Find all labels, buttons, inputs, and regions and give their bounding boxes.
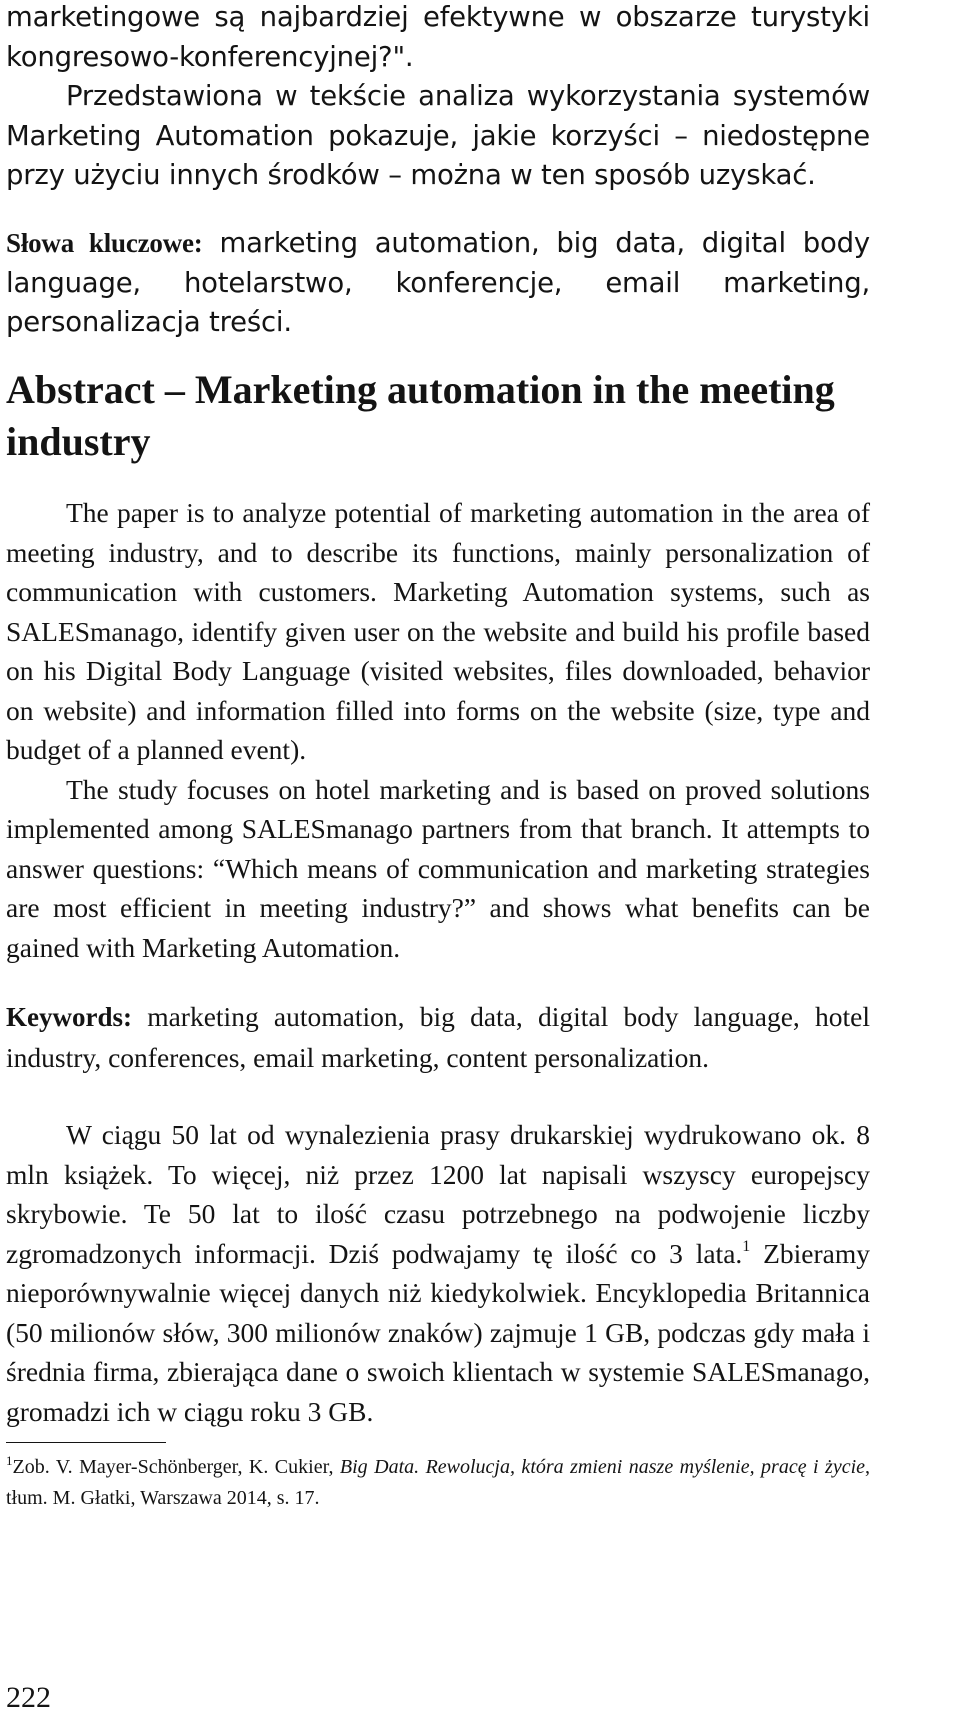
footnote-authors: Zob. V. Mayer-Schönberger, K. Cukier, [12, 1456, 334, 1478]
footnote-rest: , tłum. M. Głatki, Warszawa 2014, s. 17. [6, 1456, 871, 1509]
keywords-en-text: marketing automation, big data, digital body language, hotel industry, conferences, email marketing, content personalization. [6, 1001, 870, 1073]
footnote-book-title: Big Data. Rewolucja, która zmieni nasze myślenie, pracę i życie [339, 1456, 866, 1478]
intro-paragraph-2: Przedstawiona w tekście analiza wykorzystania systemów Marketing Automation pokazuje, jakie korzyści – niedostępne przy użyciu innych środków – można w ten sposób uzyskać. [6, 80, 870, 191]
keywords-pl [6, 224, 870, 343]
body-text-part-1: W ciągu 50 lat od wynalezienia prasy drukarskiej wydrukowano ok. 8 mln książek. To więcej, niż przez 1200 lat napisali wszyscy europejscy skrybowie. Te 50 lat to ilość czasu potrzebnego na podwojenie liczby zgromadzonych informacji. Dziś podwajamy tę ilość co 3 lata. [6, 1119, 870, 1269]
keywords-en-label: Keywords: [6, 1002, 132, 1032]
body-paragraph [6, 1115, 870, 1431]
abstract-paragraph-1: The paper is to analyze potential of marketing automation in the area of meeting industry, and to describe its functions, mainly personalization of communication with customers. Marketing Automation systems, such as SALESmanago, identify given user on the website and build his profile based on his Digital Body Language (visited websites, files downloaded, behavior on website) and information filled into forms on the website (size, type and budget of a planned event). [6, 497, 870, 765]
footnote-reference[interactable]: 1 [742, 1237, 751, 1255]
intro-paragraph-1: marketingowe są najbardziej efektywne w obszarze turystyki kongresowo-konferencyjnej?". [6, 1, 870, 73]
keywords-pl-label: Słowa kluczowe: [6, 228, 203, 258]
abstract-title: Abstract – Marketing automation in the meeting industry [6, 367, 835, 464]
keywords-pl-text: marketing automation, big data, digital body language, hotelarstwo, konferencje, email marketing, personalizacja treści. [6, 227, 870, 338]
keywords-en [6, 997, 870, 1077]
page-number: 222 [6, 1681, 51, 1714]
abstract-paragraph-2: The study focuses on hotel marketing and is based on proved solutions implemented among SALESmanago partners from that branch. It attempts to answer questions: “Which means of communication and marketing strategies are most efficient in meeting industry?” and shows what benefits can be gained with Marketing Automation. [6, 773, 870, 963]
body-text-part-2: Zbieramy nieporównywalnie więcej danych niż kiedykolwiek. Encyklopedia Britannica (50 milionów słów, 300 milionów znaków) zajmuje 1 GB, podczas gdy mała i średnia firma, zbierająca dane o swoich klientach w systemie SALESmanago, gromadzi ich w ciągu roku 3 GB. [6, 1237, 870, 1427]
footnote [6, 1452, 870, 1514]
footnote-number: 1 [6, 1453, 13, 1468]
footnote-separator [6, 1442, 166, 1443]
polish-abstract-continuation [6, 0, 870, 196]
abstract-body [6, 493, 870, 967]
